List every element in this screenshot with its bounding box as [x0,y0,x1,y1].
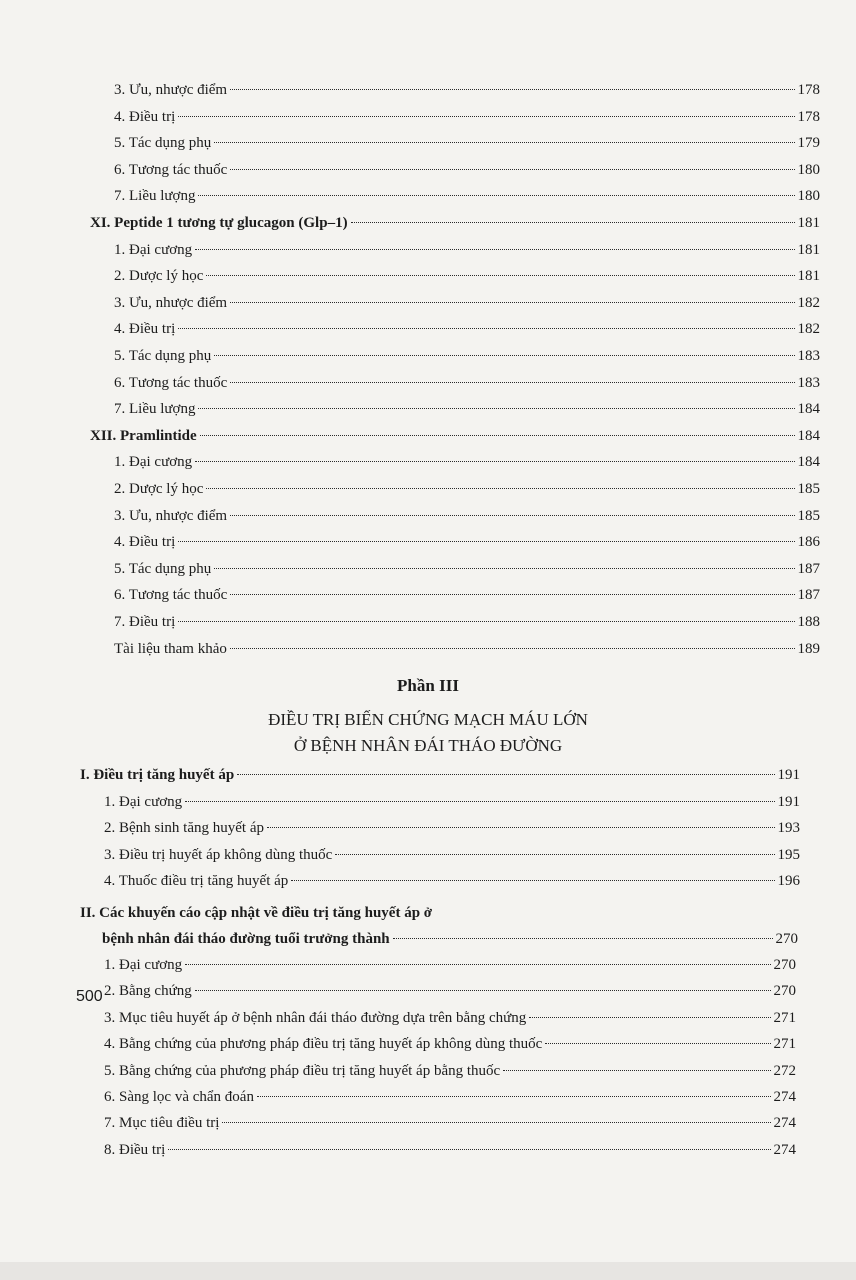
dot-leader [291,880,774,881]
toc-entry-label: 6. Tương tác thuốc [114,587,228,604]
toc-entry-page: 270 [773,983,796,1000]
toc-entry [104,1113,796,1133]
toc-entry-label: 4. Thuốc điều trị tăng huyết áp [104,873,289,890]
toc-entry-label: 6. Sàng lọc và chẩn đoán [104,1089,254,1105]
toc-entry-page: 195 [777,846,800,863]
toc-entry-page: 185 [797,481,820,497]
dot-leader [503,1070,770,1071]
dot-leader [214,142,794,143]
part-label: Phần III [397,676,459,695]
toc-entry-label: 7. Mục tiêu điều trị [104,1115,220,1132]
toc-entry-label: 3. Mục tiêu huyết áp ở bệnh nhân đái tháo đường dựa trên bằng chứng [104,1009,527,1026]
dot-leader [230,169,794,170]
toc-entry-page: 186 [797,534,820,551]
dot-leader [178,621,794,622]
toc-entry-label: 2. Dược lý học [114,268,204,285]
toc-entry-label: 5. Tác dụng phụ [114,348,212,364]
toc-entry [114,319,820,339]
dot-leader [230,302,794,303]
toc-entry [114,266,820,286]
toc-entry-page: 181 [797,268,820,285]
toc-entry-page: 274 [773,1089,796,1105]
dot-leader [185,964,770,965]
toc-entry-page: 196 [777,873,800,890]
toc-entry [114,585,820,605]
dot-leader [214,568,794,569]
toc-entry [114,240,820,260]
toc-entry [114,160,820,180]
dot-leader [335,854,774,855]
toc-entry [104,818,800,838]
toc-entry-label: 2. Dược lý học [114,481,204,497]
toc-entry-label: 4. Điều trị [114,534,176,551]
dot-leader [200,435,795,436]
toc-entry [90,426,820,446]
toc-entry [114,373,820,393]
toc-entry-page: 184 [797,427,820,444]
part-title-line1: ĐIỀU TRỊ BIẾN CHỨNG MẠCH MÁU LỚN [268,710,588,729]
dot-leader [230,648,795,649]
toc-entry-page: 183 [797,374,820,391]
toc-entry-label: 1. Đại cương [114,241,193,258]
toc-entry-page: 179 [797,135,820,152]
toc-entry-page: 184 [797,454,820,471]
toc-entry [114,612,820,632]
toc-entry-label: 3. Ưu, nhược điểm [114,294,228,311]
section-ii-line2: bệnh nhân đái tháo đường tuổi trưởng thành [102,931,390,947]
dot-leader [257,1096,771,1097]
toc-entry-page: 193 [777,820,800,837]
toc-entry-label: 4. Điều trị [114,108,176,125]
dot-leader [230,382,794,383]
dot-leader [351,222,795,223]
dot-leader [168,1149,770,1150]
toc-entry-page: 189 [797,640,820,657]
toc-entry-label: 7. Liều lượng [114,401,196,418]
section-ii-line1: II. Các khuyến cáo cập nhật về điều trị tăng huyết áp ở [80,905,433,921]
toc-entry [80,765,800,785]
dot-leader [214,355,794,356]
toc-entry [114,639,820,659]
section-ii-page: 270 [775,931,798,947]
toc-entry [114,133,820,153]
dot-leader [178,116,794,117]
toc-entry-page: 184 [797,401,820,418]
toc-entry-page: 188 [797,614,820,630]
toc-entry-label: 4. Điều trị [114,321,176,338]
toc-entry [104,845,800,865]
toc-entry-page: 185 [797,507,820,524]
toc-entry-page: 181 [797,241,820,258]
toc-entry-page: 182 [797,321,820,338]
toc-entry-label: 1. Đại cương [104,957,183,973]
toc-entry-label: 5. Tác dụng phụ [114,560,212,577]
toc-entry [114,506,820,526]
toc-entry-label: 1. Đại cương [104,793,183,810]
toc-entry-page: 178 [797,108,820,125]
toc-entry [104,1087,796,1107]
toc-entry-label: 3. Ưu, nhược điểm [114,507,228,524]
toc-entry-label: 5. Bằng chứng của phương pháp điều trị tăng huyết áp bằng thuốc [104,1062,501,1079]
toc-entry [104,981,796,1001]
dot-leader [195,461,794,462]
toc-entry-page: 274 [773,1141,796,1158]
toc-entry [114,293,820,313]
toc-entry-label: 6. Tương tác thuốc [114,161,228,178]
toc-entry-label: 4. Bằng chứng của phương pháp điều trị tăng huyết áp không dùng thuốc [104,1036,543,1053]
toc-entry-page: 180 [797,161,820,178]
toc-entry [104,1008,796,1028]
toc-entry [104,1061,796,1081]
toc-entry-page: 183 [797,348,820,364]
toc-entry-label: 1. Đại cương [114,454,193,471]
dot-leader [267,827,775,828]
toc-entry-label: 5. Tác dụng phụ [114,135,212,152]
toc-entry [114,186,820,206]
dot-leader [230,594,794,595]
dot-leader [237,774,774,775]
toc-entry-label: 2. Bệnh sinh tăng huyết áp [104,820,264,837]
toc-entry-page: 191 [777,793,800,810]
toc-entry-label: 7. Điều trị [114,614,176,630]
toc-entry-label: I. Điều trị tăng huyết áp [80,767,235,783]
toc-entry [104,955,796,975]
toc-entry [114,559,820,579]
toc-entry [114,80,820,100]
toc-entry [90,213,820,233]
toc-entry-page: 180 [797,188,820,205]
toc-entry [114,107,820,127]
toc-entry-page: 271 [773,1009,796,1026]
toc-entry [114,479,820,499]
toc-entry-page: 182 [797,294,820,311]
dot-leader [230,515,794,516]
dot-leader [222,1122,770,1123]
dot-leader [195,249,794,250]
toc-entry [114,399,820,419]
toc-entry [104,871,800,891]
toc-entry [104,1034,796,1054]
toc-entry-label: 7. Liều lượng [114,188,196,205]
dot-leader [230,89,794,90]
toc-entry-page: 191 [777,767,800,783]
section-ii-line2-entry [80,929,798,949]
toc-entry-label: 3. Ưu, nhược điểm [114,82,228,98]
toc-entry-page: 181 [797,215,820,231]
toc-entry-page: 274 [773,1115,796,1132]
toc-entry-label: XI. Peptide 1 tương tự glucagon (Glp–1) [90,215,348,231]
toc-entry [114,532,820,552]
toc-entry [104,792,800,812]
toc-entry-page: 178 [797,82,820,98]
dot-leader [195,990,771,991]
toc-entry-page: 272 [773,1062,796,1079]
toc-entry [114,452,820,472]
scan-edge [0,1262,856,1280]
toc-entry [104,1140,796,1160]
dot-leader [198,195,794,196]
dot-leader [545,1043,770,1044]
toc-entry-label: 8. Điều trị [104,1141,166,1158]
dot-leader [206,488,794,489]
toc-entry-label: Tài liệu tham khảo [114,640,227,657]
toc-entry [114,346,820,366]
dot-leader [206,275,794,276]
toc-entry-label: 2. Bằng chứng [104,983,192,1000]
dot-leader [178,328,794,329]
toc-entry-label: 6. Tương tác thuốc [114,374,228,391]
toc-entry-page: 270 [773,957,796,973]
dot-leader [393,938,773,939]
dot-leader [198,408,794,409]
dot-leader [178,541,794,542]
toc-entry-page: 187 [797,560,820,577]
toc-entry-label: 3. Điều trị huyết áp không dùng thuốc [104,846,333,863]
toc-entry-page: 187 [797,587,820,604]
toc-entry-page: 271 [773,1036,796,1053]
page-number: 500 [76,988,103,1005]
dot-leader [529,1017,770,1018]
toc-entry-label: XII. Pramlintide [90,427,197,444]
dot-leader [185,801,774,802]
part-title-line2: Ở BỆNH NHÂN ĐÁI THÁO ĐƯỜNG [293,736,563,755]
